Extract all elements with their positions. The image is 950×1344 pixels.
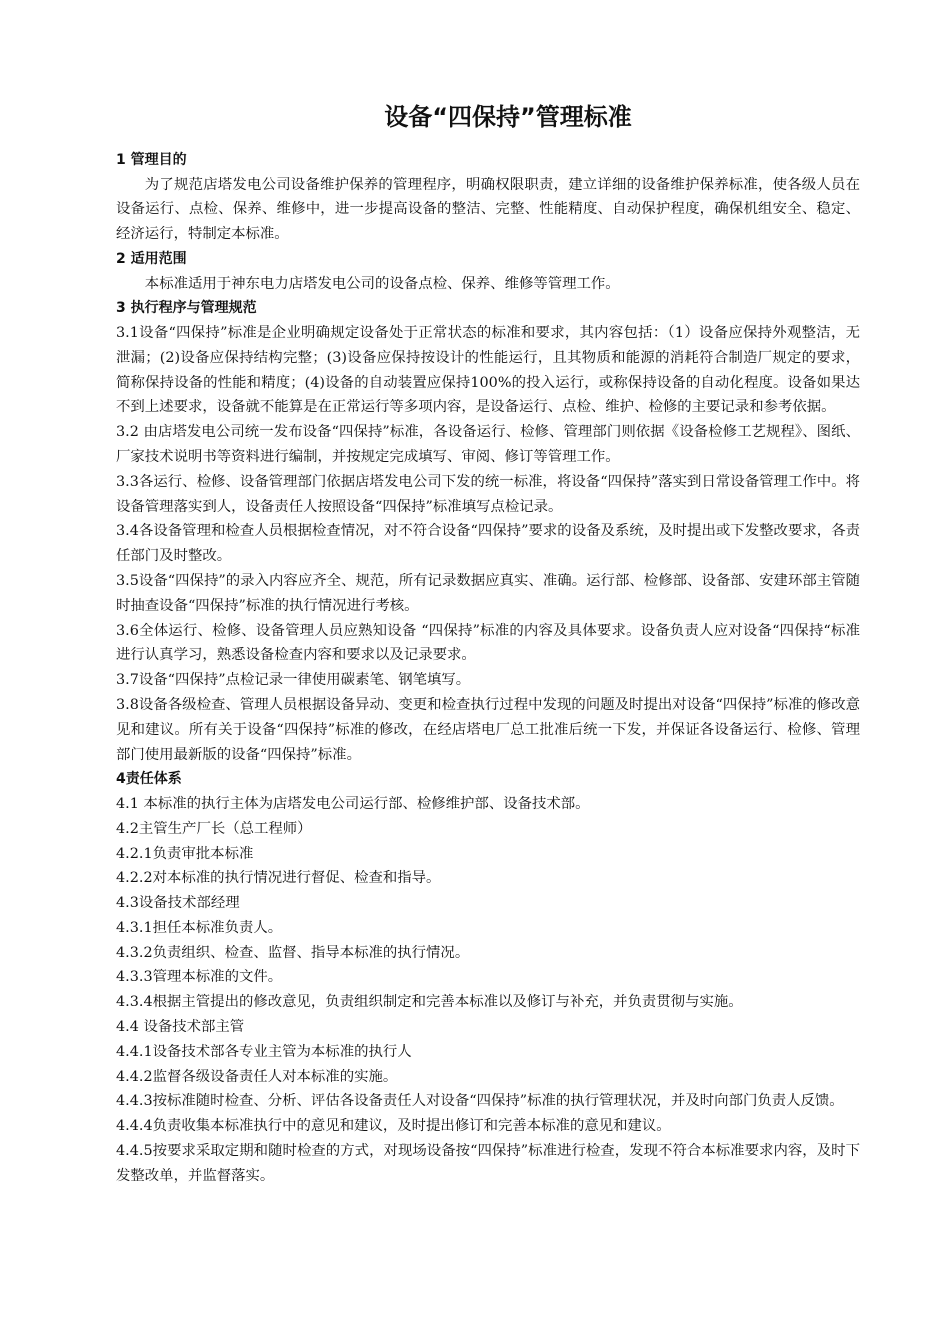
clause-4-2-1: 4.2.1负责审批本标准: [116, 845, 254, 862]
clause-4-3: 4.3设备技术部经理: [116, 895, 240, 912]
clause-4-3-4: 4.3.4根据主管提出的修改意见，负责组织制定和完善本标准以及修订与补充，并负责贯彻与实施。: [116, 994, 743, 1011]
section-1-heading: 1 管理目的: [116, 152, 187, 168]
section-1-paragraph: 为了规范店塔发电公司设备维护保养的管理程序，明确权限职责，建立详细的设备维护保养标准，使各级人员在设备运行、点检、保养、维修中，进一步提高设备的整洁、完整、性能精度、自动保护程度，确保机组安全、稳定、经济运行，特制定本标准。: [116, 176, 860, 243]
clause-4-3-3: 4.3.3管理本标准的文件。: [116, 969, 283, 986]
clause-4-3-1: 4.3.1担任本标准负责人。: [116, 919, 283, 936]
clause-4-4-4: 4.4.4负责收集本标准执行中的意见和建议，及时提出修订和完善本标准的意见和建议。: [116, 1118, 671, 1135]
clause-3-4: 3.4各设备管理和检查人员根据检查情况，对不符合设备“四保持”要求的设备及系统，及时提出或下发整改要求，各责任部门及时整改。: [116, 523, 860, 565]
clause-4-2-2: 4.2.2对本标准的执行情况进行督促、检查和指导。: [116, 870, 441, 887]
clause-3-3: 3.3各运行、检修、设备管理部门依据店塔发电公司下发的统一标准，将设备“四保持”落实到日常设备管理工作中。将设备管理落实到人，设备责任人按照设备“四保持”标准填写点检记录。: [116, 473, 860, 515]
document-title: 设备“四保持”管理标准: [384, 103, 632, 131]
clause-3-5: 3.5设备“四保持”的录入内容应齐全、规范，所有记录数据应真实、准确。运行部、检修部、设备部、安建环部主管随时抽查设备“四保持”标准的执行情况进行考核。: [116, 572, 860, 614]
clause-4-4-2: 4.4.2监督各级设备责任人对本标准的实施。: [116, 1068, 398, 1085]
clause-3-2: 3.2 由店塔发电公司统一发布设备“四保持”标准，各设备运行、检修、管理部门则依据《设备检修工艺规程》、图纸、厂家技术说明书等资料进行编制，并按规定完成填写、审阅、修订等管理工作。: [116, 424, 860, 465]
clause-3-1: 3.1设备“四保持”标准是企业明确规定设备处于正常状态的标准和要求，其内容包括：（1）设备应保持外观整洁，无泄漏；(2)设备应保持结构完整；(3)设备应保持按设计的性能运行，且其物质和能源的消耗符合制造厂规定的要求，简称保持设备的性能和精度；(4)设备的自动装置应保持100%的投入运行，或称保持设备的自动化程度。设备如果达不到上述要求，设备就不能算是在正常运行等多项内容，是设备运行、点检、维护、检修的主要记录和参考依据。: [116, 324, 860, 416]
clause-4-3-2: 4.3.2负责组织、检查、监督、指导本标准的执行情况。: [116, 944, 470, 961]
clause-4-1: 4.1 本标准的执行主体为店塔发电公司运行部、检修维护部、设备技术部。: [116, 795, 590, 812]
clause-3-6: 3.6全体运行、检修、设备管理人员应熟知设备 “四保持”标准的内容及具体要求。设备负责人应对设备“四保持“标准进行认真学习，熟悉设备检查内容和要求以及记录要求。: [116, 622, 860, 664]
section-3-heading: 3 执行程序与管理规范: [116, 300, 257, 317]
clause-4-4-1: 4.4.1设备技术部各专业主管为本标准的执行人: [116, 1043, 412, 1060]
section-2-paragraph: 本标准适用于神东电力店塔发电公司的设备点检、保养、维修等管理工作。: [144, 275, 620, 292]
section-4-heading: 4责任体系: [116, 771, 182, 788]
section-2-heading: 2 适用范围: [116, 250, 187, 267]
clause-3-7: 3.7设备“四保持”点检记录一律使用碳素笔、钢笔填写。: [116, 672, 471, 689]
clause-4-2: 4.2主管生产厂长（总工程师）: [116, 820, 312, 837]
document-page: [116, 100, 860, 1189]
clause-3-8: 3.8设备各级检查、管理人员根据设备异动、变更和检查执行过程中发现的问题及时提出对设备“四保持”标准的修改意见和建议。所有关于设备“四保持”标准的修改，在经店塔电厂总工批准后统一下发，并保证各设备运行、检修、管理部门使用最新版的设备“四保持”标准。: [116, 696, 860, 763]
clause-4-4-3: 4.4.3按标准随时检查、分析、评估各设备责任人对设备“四保持”标准的执行管理状况，并及时向部门负责人反馈。: [116, 1093, 844, 1110]
clause-4-4: 4.4 设备技术部主管: [116, 1019, 245, 1036]
clause-4-4-5: 4.4.5按要求采取定期和随时检查的方式，对现场设备按“四保持”标准进行检查，发现不符合本标准要求内容，及时下发整改单，并监督落实。: [116, 1143, 860, 1184]
